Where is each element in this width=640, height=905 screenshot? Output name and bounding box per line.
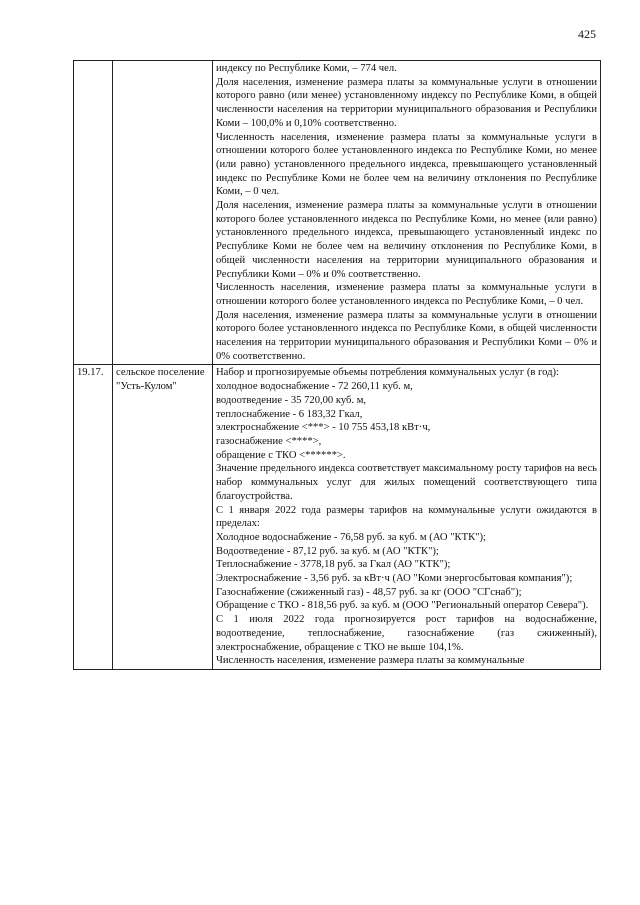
- paragraph: С 1 января 2022 года размеры тарифов на коммунальные услуги ожидаются в пределах:: [216, 504, 597, 530]
- paragraph: Электроснабжение - 3,56 руб. за кВт·ч (АО "Коми энергосбытовая компания");: [216, 573, 573, 585]
- settlement-name-cell: [113, 61, 213, 365]
- description-cell: [213, 61, 601, 365]
- document-table: [73, 60, 601, 670]
- paragraph: Численность населения, изменение размера платы за коммунальные услуги в отношении которого более установленного индекса по Республике Коми, но менее (или равно) установленного предельного индекса, превышающего установленный индекс по Республике Коми не более чем на величину отклонения по Республике Коми, – 0 чел.: [216, 131, 597, 198]
- paragraph: Значение предельного индекса соответствует максимальному росту тарифов на весь набор коммунальных услуг для жилых помещений соответствующего типа благоустройства.: [216, 463, 597, 502]
- paragraph: Доля населения, изменение размера платы за коммунальные услуги в отношении которого более установленного индекса по Республике Коми, в общей численности населения на территории муниципального образования и Республики Коми – 0% и 0% соответственно.: [216, 309, 597, 362]
- table-row: [74, 61, 601, 365]
- row-number-cell: [74, 61, 113, 365]
- paragraph: электроснабжение <***> - 10 755 453,18 кВт·ч,: [216, 422, 431, 434]
- paragraph: Доля населения, изменение размера платы за коммунальные услуги в отношении которого более установленного индекса по Республике Коми, но менее (или равно) установленного предельного индекса, превышающего установленный индекс по Республике Коми не более чем на величину отклонения по Республике Коми, в общей численности населения на территории муниципального образования и Республики Коми – 0% и 0% соответственно.: [216, 200, 597, 280]
- paragraph: Численность населения, изменение размера платы за коммунальные: [216, 655, 525, 667]
- paragraph: газоснабжение <****>,: [216, 435, 322, 447]
- row-number-cell: 19.17.: [74, 365, 113, 669]
- paragraph: Холодное водоснабжение - 76,58 руб. за куб. м (АО "КТК");: [216, 531, 486, 543]
- paragraph: водоотведение - 35 720,00 куб. м,: [216, 394, 367, 406]
- page-number: 425: [578, 27, 596, 41]
- paragraph: обращение с ТКО <******>.: [216, 449, 346, 461]
- settlement-name-cell: сельское поселение "Усть-Кулом": [113, 365, 213, 669]
- paragraph: Численность населения, изменение размера платы за коммунальные услуги в отношении которого более установленного индекса по Республике Коми, – 0 чел.: [216, 282, 597, 307]
- paragraph: Газоснабжение (сжиженный газ) - 48,57 руб. за кг (ООО "СГснаб");: [216, 586, 522, 598]
- paragraph: теплоснабжение - 6 183,32 Гкал,: [216, 408, 363, 420]
- paragraph: индексу по Республике Коми, – 774 чел.: [216, 63, 397, 74]
- paragraph: С 1 июля 2022 года прогнозируется рост тарифов на водоснабжение, водоотведение, теплоснабжение, газоснабжение (газ сжиженный), электроснабжение, обращение с ТКО не выше 104,1%.: [216, 614, 597, 653]
- paragraph: Доля населения, изменение размера платы за коммунальные услуги в отношении которого равно (или менее) установленному индексу по Республике Коми, в общей численности населения на территории муниципального образования и Республики Коми – 100,0% и 0,10% соответственно.: [216, 76, 597, 129]
- paragraph: Теплоснабжение - 3778,18 руб. за Гкал (АО "КТК");: [216, 559, 451, 571]
- paragraph: Набор и прогнозируемые объемы потребления коммунальных услуг (в год):: [216, 367, 559, 379]
- paragraph: Обращение с ТКО - 818,56 руб. за куб. м (ООО "Региональный оператор Севера").: [216, 600, 589, 612]
- paragraph: Водоотведение - 87,12 руб. за куб. м (АО "КТК");: [216, 545, 439, 557]
- description-cell: [213, 365, 601, 669]
- paragraph: холодное водоснабжение - 72 260,11 куб. м,: [216, 381, 413, 393]
- table-row: [74, 365, 601, 669]
